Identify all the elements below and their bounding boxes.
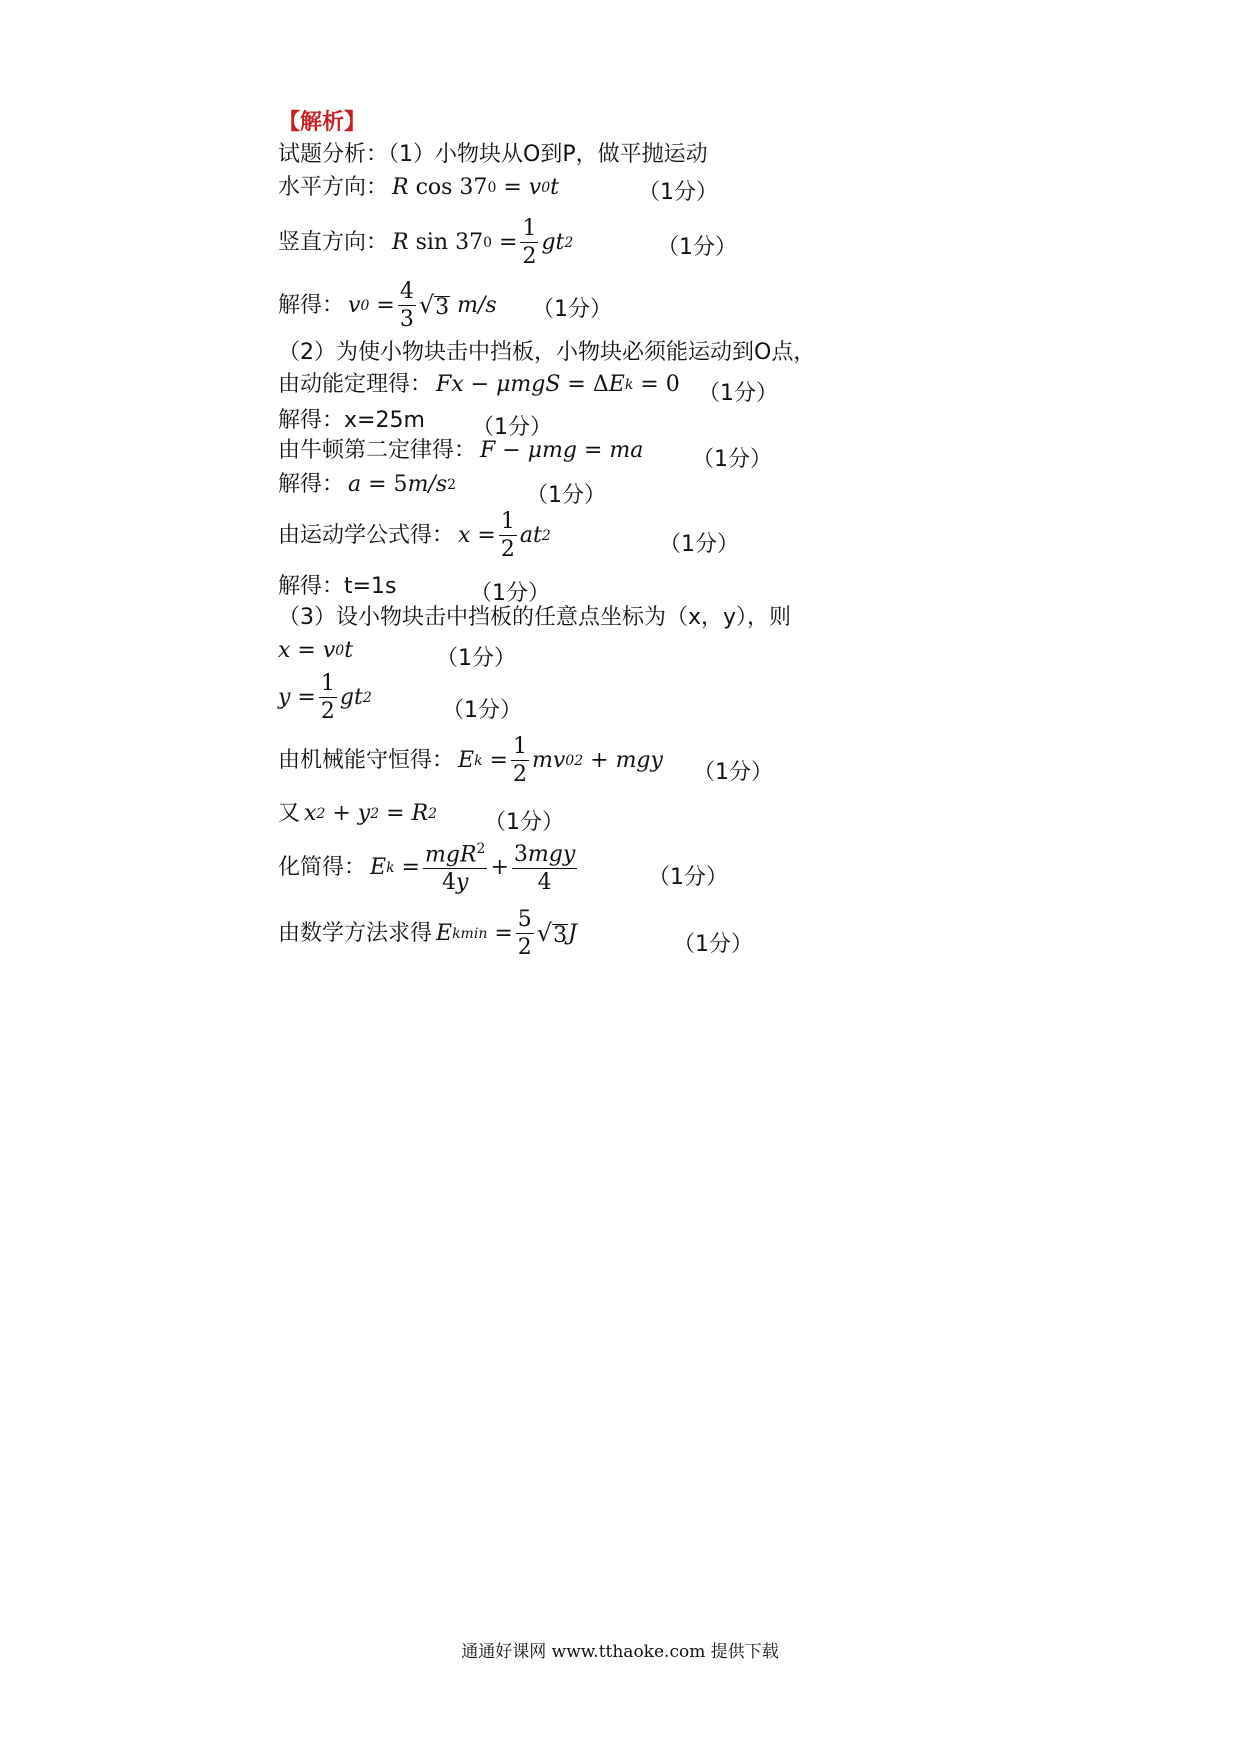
analysis-heading: 【解析】 [278, 110, 367, 135]
energy-theorem-label: 由动能定理得： [278, 372, 433, 397]
energy-conservation-equation [278, 735, 663, 786]
simplified-label: 化简得： [278, 855, 367, 881]
part3-intro: （3）设小物块击中挡板的任意点坐标为（x，y），则 [278, 605, 792, 630]
simplified-formula: E k = $\frac{mgR^2}{4y}$ + $\frac{\text{3mgy}}{4}$ [370, 841, 576, 896]
minimum-formula: E kmin = $\frac{5}{2}$ √ 3 J [436, 907, 577, 961]
score-6: （1分） [692, 447, 772, 472]
circle-formula: x 2 + y 2 = R 2 [304, 801, 438, 826]
v0-result [278, 280, 497, 331]
score-3: （1分） [532, 297, 612, 322]
score-14: （1分） [648, 865, 728, 890]
x-result: 解得：x=25m [278, 408, 425, 433]
part2-intro: （2）为使小物块击中挡板，小物块必须能运动到O点， [278, 340, 816, 365]
score-11: （1分） [442, 698, 522, 723]
energy-theorem-formula: Fx − μmgS = Δ E k = 0 [436, 372, 680, 397]
energy-conservation-label: 由机械能守恒得： [278, 747, 455, 773]
kinematics-formula: x = $\frac{1}{2}$ at 2 [458, 509, 551, 563]
kinematics-label: 由运动学公式得： [278, 522, 455, 548]
score-13: （1分） [484, 810, 564, 835]
acceleration-result [278, 474, 456, 496]
vertical-formula: R sin 37 0 = $\frac{1}{2}$ gt 2 [392, 216, 574, 270]
v0-formula: v 0 = $\frac{4}{3}$ √ 3 m/s [348, 279, 497, 333]
energy-conservation-formula: E k = $\frac{1}{2}$ mv 0 2 + mgy [458, 734, 663, 788]
score-9: （1分） [470, 581, 550, 606]
minimum-label: 由数学方法求得 [278, 920, 433, 946]
vertical-label: 竖直方向： [278, 229, 389, 255]
minimum-equation [278, 908, 577, 959]
part1-intro: 试题分析：（1）小物块从O到P，做平抛运动 [278, 142, 708, 167]
score-7: （1分） [526, 483, 606, 508]
x-formula: x = v 0 t [278, 638, 354, 663]
score-2: （1分） [657, 235, 737, 260]
score-12: （1分） [693, 760, 773, 785]
newton-label: 由牛顿第二定律得： [278, 438, 477, 463]
v0-label: 解得： [278, 292, 345, 318]
score-8: （1分） [659, 532, 739, 557]
y-equation [278, 672, 372, 723]
simplified-equation [278, 842, 580, 895]
newton-formula: F − μmg = ma [480, 438, 644, 463]
score-1: （1分） [638, 180, 718, 205]
kinematics-equation [278, 510, 551, 561]
newton-equation [278, 440, 643, 462]
energy-theorem-equation [278, 374, 680, 396]
horizontal-equation [278, 177, 559, 199]
horizontal-formula: R cos 37 0 = v 0 t [392, 175, 559, 200]
score-10: （1分） [436, 646, 516, 671]
circle-equation [278, 803, 437, 825]
footer-text: 通通好课网 www.tthaoke.com 提供下载 [461, 1642, 779, 1662]
y-formula: y = $\frac{1}{2}$ gt 2 [278, 671, 372, 725]
circle-label: 又 [278, 801, 301, 826]
score-5: （1分） [472, 415, 552, 440]
x-equation [278, 640, 353, 662]
score-15: （1分） [673, 932, 753, 957]
horizontal-label: 水平方向： [278, 175, 389, 200]
vertical-equation [278, 217, 573, 268]
score-4: （1分） [698, 381, 778, 406]
t-result: 解得：t=1s [278, 574, 397, 599]
acceleration-label: 解得： [278, 472, 345, 497]
acceleration-formula: a = 5 m/s 2 [348, 472, 457, 497]
